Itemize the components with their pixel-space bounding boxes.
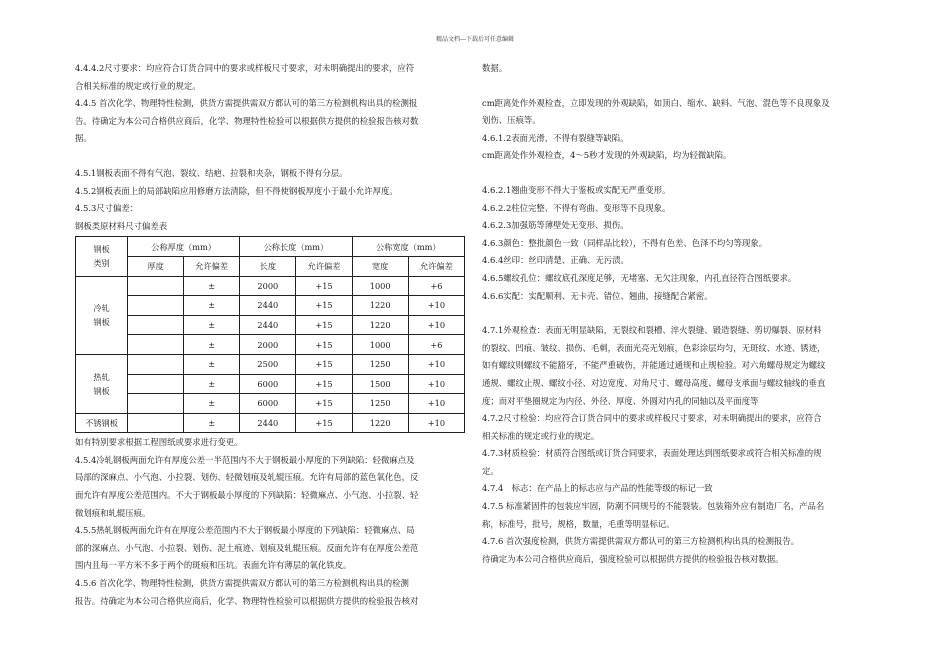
table-cell: +10 <box>408 354 464 374</box>
text-line: 4.5.5热轧钢板两面允许有在厚度公差范围内不大于钢板最小厚度的下列缺陷：轻微麻点、局 <box>75 525 415 536</box>
table-cell: 1000 <box>352 276 408 296</box>
category-cold-rolled <box>76 276 128 354</box>
table-cell: +10 <box>408 394 464 414</box>
table-cell: 2440 <box>240 296 296 316</box>
text-line: cm距离处作外观检查，4～5秒才发现的外观缺陷，均为轻微缺陷。 <box>482 150 732 161</box>
table-header-row <box>76 237 465 257</box>
table-cell: ± <box>184 276 240 296</box>
text-line: 的裂纹、凹痕、皱纹、损伤、毛刺，表面光亮无划痕，色彩涂层均匀，无斑纹、水迹、锈迹， <box>482 342 826 353</box>
table-cell: 1000 <box>352 335 408 355</box>
table-cell: ± <box>184 374 240 394</box>
section-4-5 <box>75 165 470 235</box>
text-line: 报告。待确定为本公司合格供应商后，化学、物理特性检验可以根据供方提供的检验报告核对 <box>75 595 419 606</box>
text-line: 定。 <box>482 465 499 476</box>
text-line: 告。待确定为本公司合格供应商后，化学、物理特性检验可以根据供方提供的检验报告核对数 <box>75 115 419 126</box>
table-cell: 2000 <box>240 276 296 296</box>
table-cell: 1220 <box>352 413 408 433</box>
table-cell: ± <box>184 296 240 316</box>
header-text: 钢板 <box>93 244 110 255</box>
text-line: 4.7.6 首次强度检测，供货方需提供需双方都认可的第三方检测机构出具的检测报告。 <box>482 536 800 547</box>
text-line: 相关标准的规定或行业的规定。 <box>482 430 600 441</box>
text-line: 4.4.4.2尺寸要求：均应符合订货合同中的要求或样板尺寸要求，对未明确提出的要求，应符 <box>75 63 415 73</box>
text-line: 4.5.3尺寸偏差： <box>75 203 139 214</box>
table-cell: +10 <box>408 315 464 335</box>
table-cell: 1250 <box>352 394 408 414</box>
subheader-cell: 宽度 <box>352 256 408 276</box>
section-4-4-4-2 <box>75 60 470 95</box>
text-line: 待确定为本公司合格供应商后，强度检验可以根据供方提供的检验报告核对数据。 <box>482 553 784 564</box>
table-cell: 1220 <box>352 296 408 316</box>
table-cell: 2440 <box>240 315 296 335</box>
text-line: 合相关标准的规定或行业的规定。 <box>75 80 201 91</box>
table-cell <box>128 374 184 394</box>
table-cell: ± <box>184 335 240 355</box>
text-line: 微划痕和轧辊压痕。 <box>75 507 151 518</box>
category-text: 热轧 <box>93 371 110 382</box>
text-line: 4.7.5 标准紧固件的包装应牢固，防潮不同规号的不能裂装。包装箱外应有制造厂名，产品名 <box>482 501 825 512</box>
subheader-cell: 长度 <box>240 256 296 276</box>
table-cell: +6 <box>408 335 464 355</box>
text-line: 面允许有厚度公差范围内。不大于钢板最小厚度的下列缺陷：轻微麻点、小气泡、小拉裂、轻 <box>75 490 419 501</box>
header-category <box>76 237 128 276</box>
table-cell: +15 <box>296 276 352 296</box>
subheader-cell: 允许偏差 <box>408 256 464 276</box>
text-line: 围内且每一平方米不多于两个的斑痕和压坑。表面允许有薄层的氧化铁皮。 <box>75 560 352 571</box>
right-column <box>482 60 882 568</box>
table-cell: +6 <box>408 276 464 296</box>
text-line: 4.5.2钢板表面上的局部缺陷应用修磨方法清除，但不得使钢板厚度小于最小允许厚度。 <box>75 185 398 196</box>
table-cell <box>128 413 184 433</box>
text-line: 4.6.6实配：实配顺利、无卡壳、错位、翘曲，接缝配合紧密。 <box>482 290 713 301</box>
table-cell <box>128 315 184 335</box>
text-line: 4.4.5 首次化学、物理特性检测，供货方需提供需双方都认可的第三方检测机构出具的检测报 <box>75 98 418 109</box>
text-line: cm距离处作外观检查，立即发现的外观缺陷，如顶白、缩水、缺料、气泡、混色等不良现象及 <box>482 97 830 108</box>
table-cell: +10 <box>408 374 464 394</box>
table-cell: +15 <box>296 296 352 316</box>
table-cell: ± <box>184 413 240 433</box>
table-cell <box>128 394 184 414</box>
table-subheader-row <box>76 256 465 276</box>
table-cell: +10 <box>408 296 464 316</box>
text-line: 4.6.2.3加强筋等薄壁处无变形、损伤。 <box>482 220 629 231</box>
text-line: 4.5.1钢板表面不得有气泡、裂纹、结疤、拉裂和夹杂，钢板不得有分层。 <box>75 167 348 178</box>
table-cell <box>128 276 184 296</box>
text-line: 度；而对平垫圈规定为内径、外径、厚度、外圆对内孔的同轴以及平面度等 <box>482 395 759 406</box>
table-caption: 钢板类原材料尺寸偏差表 <box>75 220 168 231</box>
text-line: 据。 <box>75 133 92 144</box>
table-cell: 6000 <box>240 374 296 394</box>
category-text: 钢板 <box>93 385 110 396</box>
subheader-cell: 允许偏差 <box>296 256 352 276</box>
table-row <box>76 354 465 374</box>
text-line: 4.6.3颜色：整批颜色一致（同样品比较），不得有色差、色泽不均匀等现象。 <box>482 237 768 248</box>
category-stainless: 不锈钢板 <box>76 413 128 433</box>
text-line: 4.7.1外观检查：表面无明显缺陷，无裂纹和裂槽、淬火裂缝、锻造裂缝、剪切爆裂、原材料 <box>482 325 822 336</box>
text-line: 4.5.6 首次化学、物理特性检测，供货方需提供需双方都认可的第三方检测机构出具的检测 <box>75 578 409 589</box>
table-cell: ± <box>184 354 240 374</box>
text-line: 如有螺纹则螺纹不能豁牙，不能严重破伤，并能通过通规和止规检验。对六角螺母规定为螺纹 <box>482 360 826 371</box>
text-line: 4.6.1.2表面光滑，不得有裂缝等缺陷。 <box>482 132 629 143</box>
section-4-6-1 <box>482 95 882 165</box>
text-line: 数据。 <box>482 63 508 73</box>
category-text: 冷轧 <box>93 303 110 314</box>
table-cell: 1220 <box>352 315 408 335</box>
table-cell: 2500 <box>240 354 296 374</box>
section-4-6-2-to-4-6-6 <box>482 182 882 305</box>
table-cell: +15 <box>296 413 352 433</box>
text-line: 局部的深麻点、小气泡、小拉裂、划伤、轻微划痕及轧辊压痕。允许有局部的蓝色氧化色，反 <box>75 472 419 483</box>
category-text: 钢板 <box>93 317 110 328</box>
table-cell: +10 <box>408 413 464 433</box>
table-row <box>76 394 465 414</box>
table-cell: +15 <box>296 335 352 355</box>
text-line: 4.5.4冷轧钢板两面允许有厚度公差一半范围内不大于钢板最小厚度的下列缺陷：轻微麻点及 <box>75 454 415 465</box>
text-line: 通规、螺纹止规、螺纹小径、对边宽度、对角尺寸、螺母高度、螺母支承面与螺纹轴线的垂直 <box>482 377 826 388</box>
text-line: 4.7.2尺寸检验：均应符合订货合同中的要求或样板尺寸要求，对未明确提出的要求，应符合 <box>482 413 822 424</box>
text-line: 部的深麻点、小气泡、小拉裂、划伤、泥土痕迹、划痕及轧辊压痕。反面允许有在厚度公差范 <box>75 542 419 553</box>
table-cell: +15 <box>296 394 352 414</box>
page-header: 精品文档---下载后可任意编辑 <box>435 36 515 43</box>
table-cell: 2440 <box>240 413 296 433</box>
category-hot-rolled <box>76 354 128 413</box>
text-line: 4.6.4丝印：丝印清楚、正确、无污渍。 <box>482 255 629 266</box>
text-line: 如有特别要求根据工程图纸或要求进行变更。 <box>75 437 243 448</box>
header-length: 公称长度（mm） <box>240 237 352 257</box>
text-line: 4.6.2.2柱位完整、不得有弯曲、变形等不良现象。 <box>482 202 671 213</box>
table-cell <box>128 296 184 316</box>
header-width: 公称宽度（mm） <box>352 237 464 257</box>
text-line: 4.6.5螺纹孔位：螺纹底孔深度足够，无堵塞、无欠注现象，内孔直径符合图纸要求。 <box>482 272 797 283</box>
header-text: 类别 <box>93 258 110 269</box>
table-cell: +15 <box>296 315 352 335</box>
section-4-7 <box>482 322 882 568</box>
table-cell: 2000 <box>240 335 296 355</box>
table-row <box>76 374 465 394</box>
table-cell: ± <box>184 394 240 414</box>
table-cell <box>128 354 184 374</box>
section-4-4-5 <box>75 95 470 148</box>
text-line: 划伤、压痕等。 <box>482 115 541 126</box>
left-column <box>75 60 470 610</box>
subheader-cell: 允许偏差 <box>184 256 240 276</box>
table-row <box>76 413 465 433</box>
table-row <box>76 296 465 316</box>
steel-plate-tolerance-table <box>75 236 465 433</box>
text-line: 4.7.4 标志：在产品上的标志应与产品的性能等级的标记一致 <box>482 483 713 494</box>
table-cell: 1500 <box>352 374 408 394</box>
table-cell: ± <box>184 315 240 335</box>
section-4-5-4-to-4-5-6 <box>75 434 470 610</box>
text-line: 4.7.3材质检验：材质符合图纸或订货合同要求，表面处理达到图纸要求或符合相关标准的规 <box>482 448 822 459</box>
table-cell <box>128 335 184 355</box>
table-cell: +15 <box>296 374 352 394</box>
subheader-cell: 厚度 <box>128 256 184 276</box>
table-cell: 1250 <box>352 354 408 374</box>
table-cell: +15 <box>296 354 352 374</box>
text-line: 4.6.2.1翘曲变形不得大于鉴板或实配无严重变形。 <box>482 184 671 195</box>
table-cell: 6000 <box>240 394 296 414</box>
text-line: 称，标准号，批号，规格，数量，毛重等明显标记。 <box>482 518 675 529</box>
table-row <box>76 335 465 355</box>
header-thickness: 公称厚度（mm） <box>128 237 240 257</box>
table-row <box>76 315 465 335</box>
table-row <box>76 276 465 296</box>
